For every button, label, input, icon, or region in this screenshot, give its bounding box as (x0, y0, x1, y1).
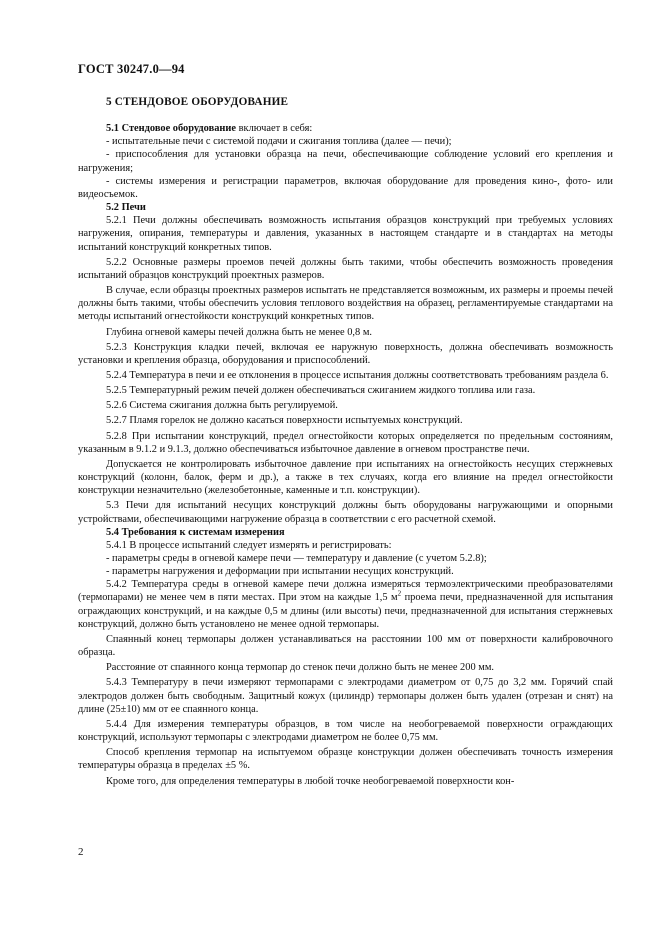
paragraph: Допускается не контролировать избыточное давление при испытаниях на огнестойкость несущих стержневых конструкций (колонн, балок, ферм и др.), а также в тех случаях, когда его влияние на предел огнестойкости конструкции незначительно (железобетонные, каменные и т.п. конструкции). (78, 458, 613, 497)
paragraph-5-2-7: 5.2.7 Пламя горелок не должно касаться поверхности испытуемых конструкций. (106, 415, 463, 427)
paragraph-5-2-1: 5.2.1 Печи должны обеспечивать возможность испытания образцов конструкций при требуемых условиях нагружения, опирания, температуры и давления, указанных в настоящем стандарте и в стандартах на методы испытаний конструкций конкретных типов. (78, 215, 613, 253)
paragraph-5-2-8: 5.2.8 При испытании конструкций, предел огнестойкости которых определяется по предельным состояниям, указанным в 9.1.2 и 9.1.3, должно обеспечиваться избыточное давление в огневом пространстве печи. (78, 430, 613, 455)
list-item: - приспособления для установки образца на печи, обеспечивающие соблюдение условий его крепления и нагружения; (78, 149, 613, 174)
paragraph: Кроме того, для определения температуры в любой точке необогреваемой поверхности кон- (106, 775, 515, 787)
paragraph: Способ крепления термопар на испытуемом образце конструкции должен обеспечивать точность измерения температуры образца в пределах ±5 %. (78, 747, 613, 772)
paragraph-5-4-4: 5.4.4 Для измерения температуры образцов, в том числе на необогреваемой поверхности ограждающих конструкций, используют термопары с электродами диаметром не более 0,75 мм. (78, 718, 613, 744)
paragraph-5-2-3: 5.2.3 Конструкция кладки печей, включая ее наружную поверхность, должна обеспечивать возможность установки и крепления образца, оборудования и приспособлений. (78, 341, 613, 366)
subheading-5-4-text: 5.4 Требования к системам измерения (106, 526, 285, 538)
paragraph: Спаянный конец термопары должен устанавливаться на расстоянии 100 мм от поверхности калибровочного образца. (78, 633, 613, 659)
list-item: - системы измерения и регистрации параметров, включая оборудование для проведения кино-, фото- или видеосъемок. (78, 175, 613, 200)
paragraph-5-2-2: 5.2.2 Основные размеры проемов печей должны быть такими, чтобы обеспечить возможность проведения испытаний образцов конструкций проектных размеров. (78, 256, 613, 281)
list-item: - параметры среды в огневой камере печи — температуру и давление (с учетом 5.2.8); (106, 553, 487, 564)
paragraph-5-2-6: 5.2.6 Система сжигания должна быть регулируемой. (106, 400, 338, 412)
subheading-5-2-text: 5.2 Печи (106, 202, 146, 214)
paragraph-5-1 (78, 122, 613, 135)
subheading-5-2 (78, 201, 613, 214)
paragraph-5-2-4: 5.2.4 Температура в печи и ее отклонения в процессе испытания должны соответствовать требованиям раздела 6. (106, 369, 609, 381)
document-body (78, 96, 613, 788)
paragraph-5-2-5: 5.2.5 Температурный режим печей должен обеспечиваться сжиганием жидкого топлива или газа. (106, 385, 536, 397)
list-item: - испытательные печи с системой подачи и сжигания топлива (далее — печи); (106, 136, 452, 148)
document-header: ГОСТ 30247.0—94 (78, 62, 185, 76)
superscript: 2 (397, 590, 402, 598)
paragraph: В случае, если образцы проектных размеров испытать не представляется возможным, их размеры и проемы печей должны быть такими, чтобы обеспечить условия теплового воздействия на образец, регламентируемые стандартами на методы испытаний огнестойкости конструкций конкретных типов. (78, 285, 614, 323)
subheading-5-4 (78, 526, 613, 539)
paragraph-5-1-text: включает в себя: (236, 123, 313, 135)
list-item: - параметры нагружения и деформации при испытании несущих конструкций. (106, 566, 454, 578)
section-title: 5 СТЕНДОВОЕ ОБОРУДОВАНИЕ (106, 96, 289, 108)
page-number: 2 (78, 846, 84, 858)
paragraph-5-4-1: 5.4.1 В процессе испытаний следует измерять и регистрировать: (106, 539, 392, 551)
paragraph-5-4-3: 5.4.3 Температуру в печи измеряют термопарами с электродами диаметром от 0,75 до 3,2 мм. Горячий спай электродов должен быть свободным. Защитный кожух (цилиндр) термопары должен быть удален (отрезан и снят) на длине (25±10) мм от ее спаянного конца. (78, 677, 613, 715)
paragraph: Расстояние от спаянного конца термопар до стенок печи должно быть не менее 200 мм. (106, 662, 494, 674)
paragraph-5-4-2 (78, 578, 613, 631)
paragraph-5-3: 5.3 Печи для испытаний несущих конструкций должны быть оборудованы нагружающими и опорными устройствами, обеспечивающими нагружение образца в соответствии с его расчетной схемой. (78, 500, 613, 525)
paragraph-5-4-2-text-b: проема печи, предназначенной для испытания ограждающих конструкций, и на каждые 0,5 м длины (или высоты) печи, предназначенной для испытания стержневых конструкций, должно быть установлено не менее одной термопары. (78, 592, 613, 630)
paragraph: Глубина огневой камеры печей должна быть не менее 0,8 м. (106, 326, 372, 338)
subheading-5-1: 5.1 Стендовое оборудование (106, 123, 237, 135)
paragraph-5-4-2-text-a: 5.4.2 Температура среды в огневой камере печи должна измеряться термоэлектрическими преобразователями (термопарами) не менее чем в пяти местах. При этом на каждые 1,5 м (78, 579, 613, 604)
